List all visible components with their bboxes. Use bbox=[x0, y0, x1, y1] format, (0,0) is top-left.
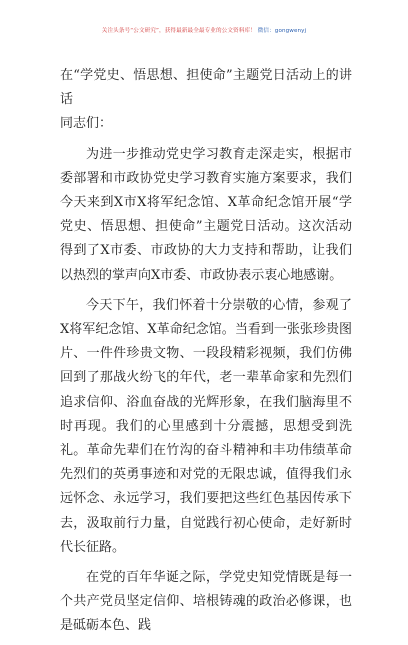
banner-prefix: 关注头条号“公文研究”，获得最新最全最专业的公文资料库！ bbox=[101, 28, 256, 34]
paragraph-2: 今天下午，我们怀着十分崇敬的心情，参观了X将军纪念馆、X革命纪念馆。当看到一张张珍贵图片、一件件珍贵文物、一段段精彩视频，我们仿佛回到了那战火纷飞的年代，老一辈革命家和先烈们追求信仰、浴血奋战的光辉形象，在我们脑海里不时再现。我们的心里感到十分震撼，思想受到洗礼。革命先辈们在竹沟的奋斗精神和丰功伟绩革命先烈们的英勇事迹和对党的无限忠诚，值得我们永远怀念、永远学习，我们要把这些红色基因传承下去，汲取前行力量，自觉践行初心使命，走好新时代长征路。 bbox=[60, 297, 352, 555]
paragraph-3: 在党的百年华诞之际，学党史知党情既是每一个共产党员坚定信仰、培根铸魂的政治必修课，也是砥砺本色、践 bbox=[60, 570, 352, 634]
banner-suffix: 微信：gongwenyj bbox=[255, 28, 307, 34]
paragraph-1: 为进一步推动党史学习教育走深走实，根据市委部署和市政协党史学习教育实施方案要求，我们今天来到X市X将军纪念馆、X革命纪念馆开展“学党史、悟思想、担使命”主题党日活动。这次活动得到了X市委、市政协的大力支持和帮助，让我们以热烈的掌声向X市委、市政协表示衷心地感谢。 bbox=[60, 146, 352, 283]
speech-title: 在“学党史、悟思想、担使命”主题党日活动上的讲话 bbox=[60, 68, 352, 108]
document-body bbox=[60, 64, 352, 645]
greeting: 同志们： bbox=[60, 116, 113, 132]
header-banner bbox=[102, 26, 306, 34]
